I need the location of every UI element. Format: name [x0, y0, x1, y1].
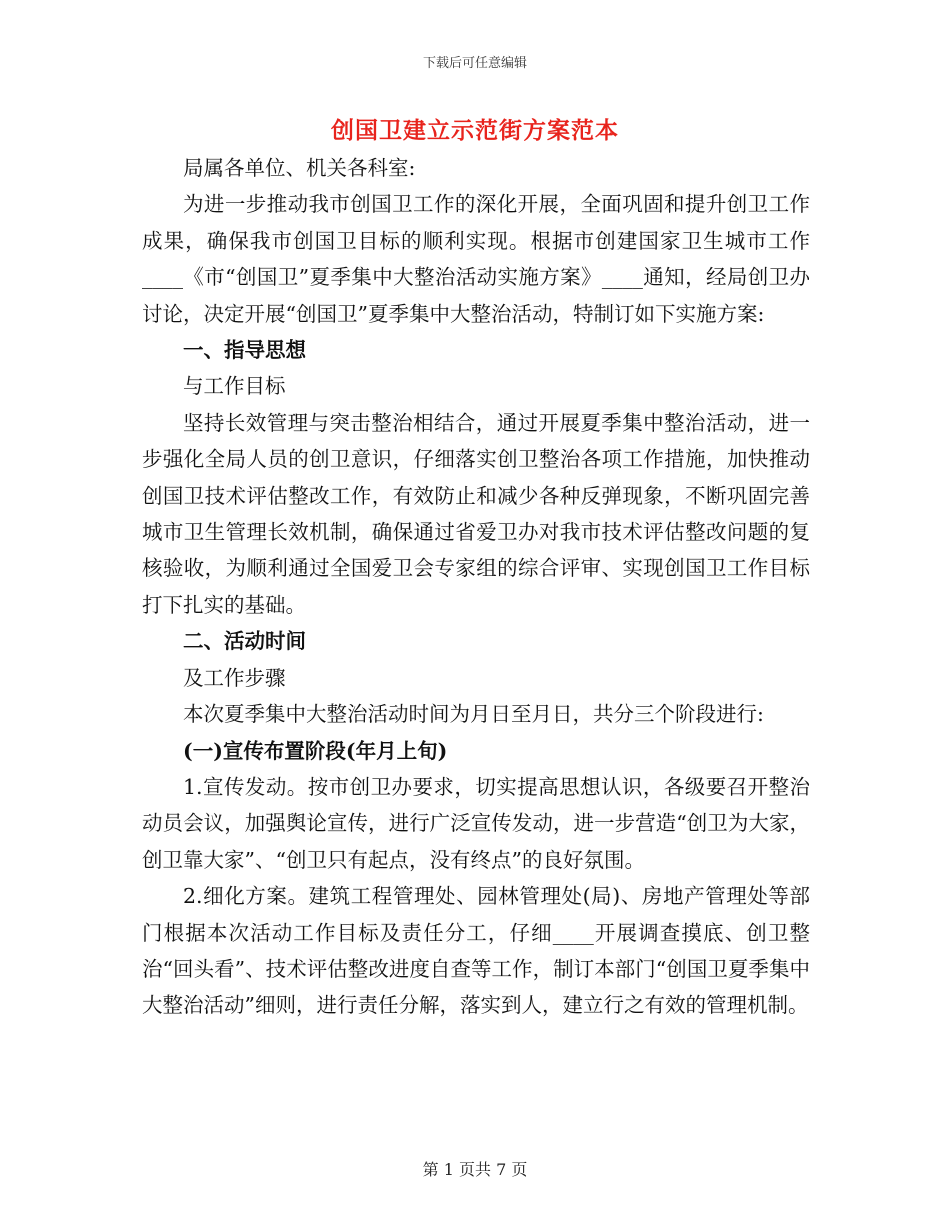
item-2-paragraph: 2.细化方案。建筑工程管理处、园林管理处(局)、房地产管理处等部门根据本次活动工作目标及责任分工，仔细____开展调查摸底、创卫整治“回头看”、技术评估整改进度自查等工作，制订本部门“创国卫夏季集中大整治活动”细则，进行责任分解，落实到人，建立行之有效的管理机制。 [142, 884, 810, 1018]
item-1-paragraph: 1.宣传发动。按市创卫办要求，切实提高思想认识，各级要召开整治动员会议，加强舆论宣传，进行广泛宣传发动，进一步营造“创卫为大家，创卫靠大家”、“创卫只有起点，没有终点”的良好氛围。 [142, 774, 810, 872]
stage-heading-1: (一)宣传布置阶段(年月上旬) [183, 738, 448, 763]
salutation: 局属各单位、机关各科室: [183, 156, 416, 180]
page-footer: 第 1 页共 7 页 [422, 1160, 528, 1179]
section-1-paragraph: 坚持长效管理与突击整治相结合，通过开展夏季集中整治活动，进一步强化全局人员的创卫意识，仔细落实创卫整治各项工作措施，加快推动创国卫技术评估整改工作，有效防止和减少各种反弹现象，不断巩固完善城市卫生管理长效机制，确保通过省爱卫办对我市技术评估整改问题的复核验收，为顺利通过全国爱卫会专家组的综合评审、实现创国卫工作目标打下扎实的基础。 [142, 410, 810, 617]
section-2-intro: 本次夏季集中大整治活动时间为月日至月日，共分三个阶段进行: [183, 702, 764, 727]
section-subheading-2: 及工作步骤 [183, 665, 286, 690]
document-title: 创国卫建立示范街方案范本 [331, 117, 619, 144]
section-heading-2: 二、活动时间 [183, 629, 306, 654]
document-body [142, 150, 810, 1024]
intro-paragraph: 为进一步推动我市创国卫工作的深化开展，全面巩固和提升创卫工作成果，确保我市创国卫目标的顺利实现。根据市创建国家卫生城市工作____《市“创国卫”夏季集中大整治活动实施方案》____通知，经局创卫办讨论，决定开展“创国卫”夏季集中大整治活动，特制订如下实施方案: [142, 192, 810, 326]
header-note: 下载后可任意编辑 [422, 56, 527, 71]
section-heading-1: 一、指导思想 [183, 338, 306, 363]
section-subheading-1: 与工作目标 [183, 374, 286, 399]
